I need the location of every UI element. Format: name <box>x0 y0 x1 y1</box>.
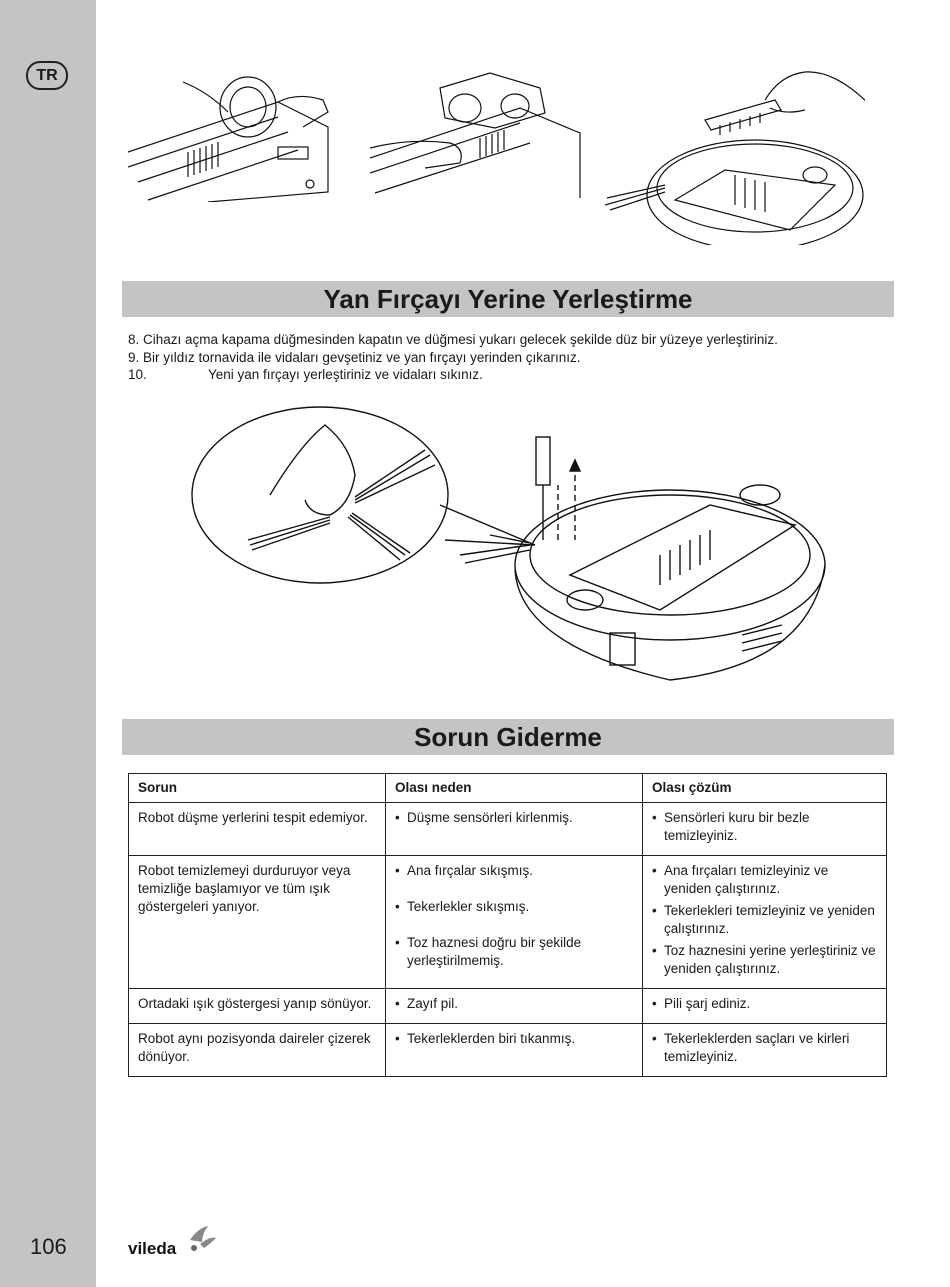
cause-item: • Düşme sensörleri kirlenmiş. <box>395 809 633 827</box>
step-item <box>128 366 908 384</box>
table-row <box>129 1024 887 1077</box>
solution-item: • Tekerleklerden saçları ve kirleri temizleyiniz. <box>652 1030 877 1066</box>
table-header-row <box>129 774 887 803</box>
solution-item: • Tekerlekleri temizleyiniz ve yeniden çalıştırınız. <box>652 902 877 938</box>
problem-cell: Robot temizlemeyi durduruyor veya temizliğe başlamıyor ve tüm ışık göstergeleri yanıyor. <box>129 856 386 989</box>
step-number: 9. <box>128 349 140 365</box>
cause-cell <box>386 1024 643 1077</box>
page-number: 106 <box>30 1234 67 1259</box>
cause-item: • Toz haznesi doğru bir şekilde yerleştirilmemiş. <box>395 934 633 970</box>
column-header: Olası neden <box>386 774 643 803</box>
section-title-troubleshooting: Sorun Giderme <box>122 719 894 755</box>
sidebar <box>0 0 96 1287</box>
solution-cell <box>643 989 887 1024</box>
step-item <box>128 331 908 349</box>
problem-cell: Robot aynı pozisyonda daireler çizerek dönüyor. <box>129 1024 386 1077</box>
side-brush-replacement-illustration <box>190 405 830 690</box>
column-header: Sorun <box>129 774 386 803</box>
cause-item: • Tekerlekler sıkışmış. <box>395 898 633 916</box>
vileda-logo <box>128 1222 223 1262</box>
main-brush-replacement-illustration <box>605 70 865 245</box>
cause-item: • Tekerleklerden biri tıkanmış. <box>395 1030 633 1048</box>
step-text: Bir yıldız tornavida ile vidaları gevşetiniz ve yan fırçayı yerinden çıkarınız. <box>143 349 581 365</box>
troubleshooting-table <box>128 773 887 1077</box>
table-row <box>129 856 887 989</box>
problem-cell: Ortadaki ışık göstergesi yanıp sönüyor. <box>129 989 386 1024</box>
cause-item: • Zayıf pil. <box>395 995 633 1013</box>
cause-cell <box>386 856 643 989</box>
step-number: 8. <box>128 332 140 347</box>
solution-cell <box>643 1024 887 1077</box>
problem-cell: Robot düşme yerlerini tespit edemiyor. <box>129 803 386 856</box>
cause-cell <box>386 989 643 1024</box>
solution-item: • Toz haznesini yerine yerleştiriniz ve yeniden çalıştırınız. <box>652 942 877 978</box>
table-row <box>129 989 887 1024</box>
solution-cell <box>643 803 887 856</box>
solution-item: • Ana fırçaları temizleyiniz ve yeniden çalıştırınız. <box>652 862 877 898</box>
brand-text: vileda <box>128 1239 177 1258</box>
table-row <box>129 803 887 856</box>
step-item <box>128 349 908 367</box>
cause-item: • Ana fırçalar sıkışmış. <box>395 862 633 880</box>
section-title-side-brush: Yan Fırçayı Yerine Yerleştirme <box>122 281 894 317</box>
column-header: Olası çözüm <box>643 774 887 803</box>
cause-cell <box>386 803 643 856</box>
step-text: Yeni yan fırçayı yerleştiriniz ve vidaları sıkınız. <box>208 367 483 382</box>
brush-removal-illustration-1 <box>128 72 343 202</box>
brush-removal-illustration-2 <box>370 68 585 203</box>
solution-item: • Pili şarj ediniz. <box>652 995 877 1013</box>
solution-item: • Sensörleri kuru bir bezle temizleyiniz. <box>652 809 877 845</box>
bird-icon <box>190 1226 216 1251</box>
language-badge: TR <box>26 61 68 90</box>
step-number: 10. <box>128 367 147 382</box>
step-text: Cihazı açma kapama düğmesinden kapatın ve düğmesi yukarı gelecek şekilde düz bir yüzeye yerleştiriniz. <box>143 332 778 347</box>
solution-cell <box>643 856 887 989</box>
steps-list <box>128 331 908 384</box>
